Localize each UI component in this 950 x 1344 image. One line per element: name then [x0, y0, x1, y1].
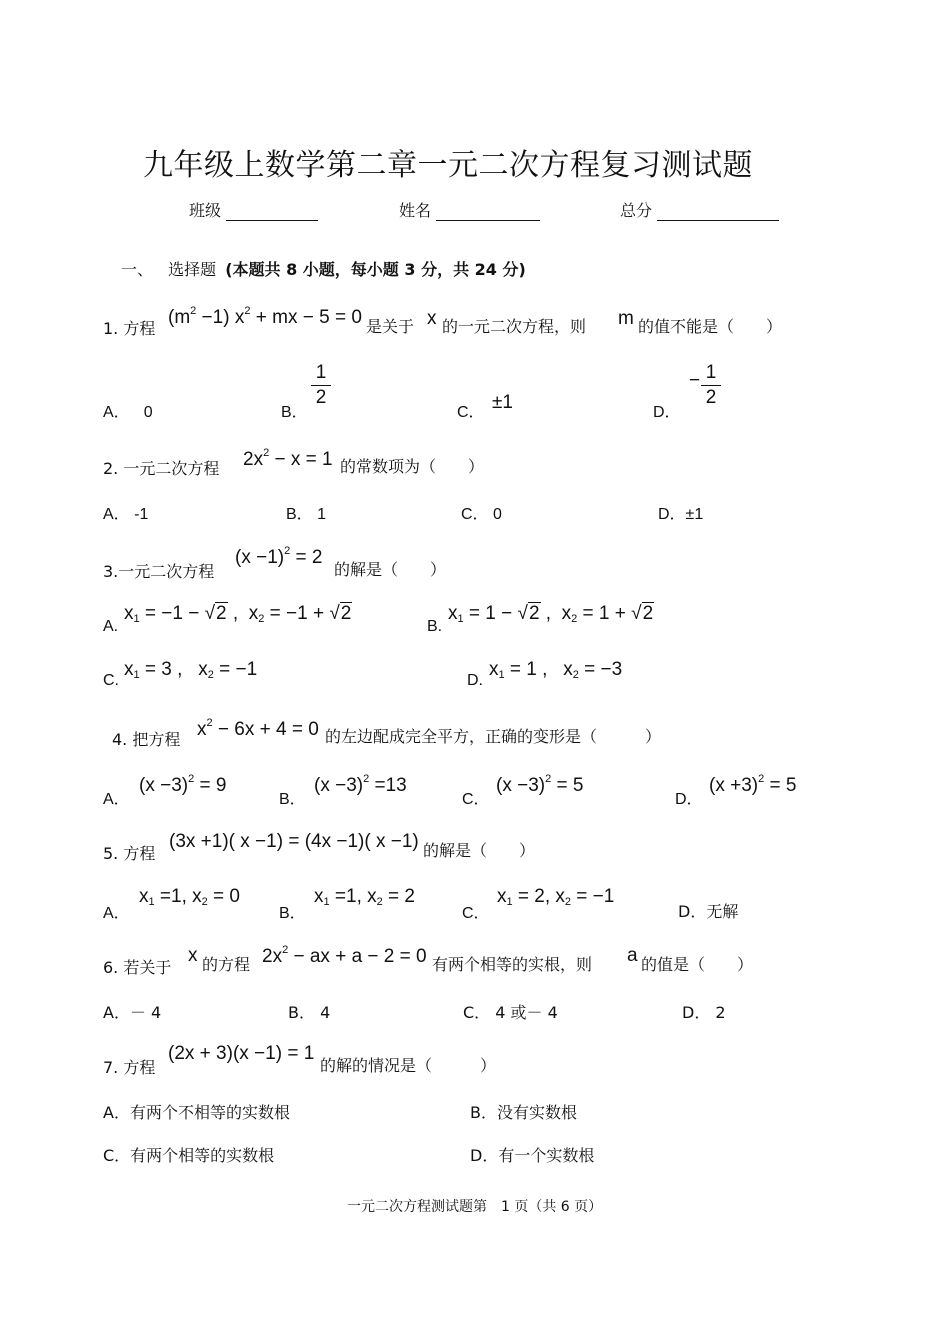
class-field — [189, 198, 318, 221]
q1-mid1: 是关于 — [366, 317, 415, 336]
page-title: 九年级上数学第二章一元二次方程复习测试题 — [143, 148, 753, 183]
q6-equation: $2x^2$ − ax + a − 2 = 0 — [262, 944, 427, 967]
q1-option-d-label: D． — [653, 404, 681, 421]
q6-var: x — [188, 945, 198, 966]
q3-option-d-label: D. — [467, 672, 483, 689]
q4-option-b: $(x -3)^2 =13$ — [314, 773, 407, 796]
q4-tail: 的左边配成完全平方，正确的变形是（ ） — [325, 727, 662, 746]
q5-option-d: D．无解 — [678, 902, 739, 921]
q1-b-numerator: 1 — [315, 362, 327, 383]
q6-number: 6. 若关于 — [103, 958, 172, 977]
q7-equation: (2x + 3)(x −1) = 1 — [168, 1043, 315, 1064]
q3-equation: $(x -1)^2 = 2$ — [235, 545, 323, 568]
section-info: (本题共 8 小题，每小题 3 分，共 24 分) — [225, 260, 526, 279]
class-label: 班级 — [189, 201, 222, 220]
q3-option-c: $x_1 = 3$ , $x_2 = -1$ — [124, 659, 258, 681]
q1-equation: $(m^2 -1) x^2$ + mx − 5 = 0 — [168, 305, 362, 328]
q3-option-b-label: B. — [427, 618, 443, 635]
q5-equation: (3x +1)( x −1) = (4x −1)( x −1) — [169, 831, 419, 852]
q4-option-d: $(x +3)^2 = 5$ — [709, 773, 797, 796]
q1-option-d-sign: − — [689, 370, 701, 391]
q6-option-a: A．－ 4 — [103, 1003, 162, 1022]
q5-tail: 的解是（ ） — [423, 841, 536, 860]
q5-number: 5. 方程 — [103, 844, 156, 863]
q7-option-d: D．有一个实数根 — [470, 1146, 595, 1165]
q1-option-c-label: C． — [457, 404, 485, 421]
class-blank[interactable] — [226, 202, 318, 221]
q5-option-b-label: B． — [279, 905, 306, 922]
q2-option-b: B． 1 — [286, 506, 327, 523]
q2-option-c: C． 0 — [461, 506, 502, 523]
q5-option-b: $x_1 =1$, $x_2 = 2$ — [314, 886, 415, 908]
q6-mid: 的方程 — [202, 955, 251, 974]
q3-number: 3.一元二次方程 — [103, 562, 215, 581]
section-label: 选择题 — [168, 260, 217, 279]
q3-option-c-label: C. — [103, 672, 119, 689]
q7-tail: 的解的情况是（ ） — [320, 1056, 497, 1075]
q1-var: x — [427, 308, 437, 329]
q1-var2: m — [618, 308, 634, 329]
q4-option-c: $(x -3)^2 = 5$ — [496, 773, 584, 796]
q7-option-b: B．没有实数根 — [470, 1103, 577, 1122]
score-blank[interactable] — [657, 202, 779, 221]
q5-option-a-label: A． — [103, 905, 130, 922]
q4-option-a-label: A． — [103, 791, 130, 808]
page-footer: 一元二次方程测试题第 1 页（共 6 页） — [347, 1199, 603, 1215]
q2-equation: $2x^2 - x = 1$ — [243, 447, 333, 470]
q3-tail: 的解是（ ） — [334, 560, 447, 579]
q1-number: 1. 方程 — [103, 319, 156, 338]
q4-number: 4. 把方程 — [112, 730, 181, 749]
q1-option-b-label: B． — [281, 404, 308, 421]
q1-a-label: A． — [103, 404, 130, 421]
q2-number: 2. 一元二次方程 — [103, 459, 220, 478]
q4-option-b-label: B． — [279, 791, 306, 808]
q5-option-c-label: C． — [462, 905, 490, 922]
name-label: 姓名 — [399, 201, 432, 220]
q3-option-a-label: A. — [103, 618, 119, 635]
q4-option-d-label: D． — [675, 791, 703, 808]
q1-option-c-value: ±1 — [492, 392, 513, 413]
q6-var2: a — [627, 945, 638, 966]
q4-option-a: $(x -3)^2 = 9$ — [139, 773, 227, 796]
q3-option-b: $x_1 = 1 - √2$ , $x_2 = 1 + √2$ — [448, 603, 654, 625]
q6-tail: 的值是（ ） — [641, 955, 754, 974]
q6-option-b: B． 4 — [288, 1003, 331, 1022]
name-field — [399, 198, 540, 221]
q2-tail: 的常数项为（ ） — [340, 457, 485, 476]
q1-d-denominator: 2 — [705, 387, 717, 408]
q5-option-c: $x_1 = 2$, $x_2 = -1$ — [497, 886, 615, 908]
q1-option-d-fraction — [701, 362, 721, 409]
q6-mid2: 有两个相等的实根，则 — [432, 955, 593, 974]
section-heading — [121, 257, 526, 280]
q3-option-d: $x_1 = 1$ , $x_2 = -3$ — [489, 659, 623, 681]
q6-option-d: D． 2 — [682, 1003, 726, 1022]
q7-option-a: A．有两个不相等的实数根 — [103, 1103, 290, 1122]
section-prefix: 一、 — [121, 260, 154, 279]
q1-tail: 的值不能是（ ） — [638, 317, 783, 336]
q3-option-a: $x_1 = -1 - √2$ , $x_2 = -1 + √2$ — [124, 603, 352, 625]
q6-option-c: C． 4 或－ 4 — [463, 1003, 558, 1022]
q2-option-d: D．±1 — [658, 506, 704, 523]
name-blank[interactable] — [436, 202, 540, 221]
q2-option-a: A． -1 — [103, 506, 149, 523]
score-label: 总分 — [620, 201, 653, 220]
q4-option-c-label: C． — [462, 791, 490, 808]
q1-a-value: 0 — [143, 404, 153, 421]
score-field — [620, 198, 779, 221]
q7-option-c: C．有两个相等的实数根 — [103, 1146, 275, 1165]
q1-mid2: 的一元二次方程，则 — [442, 317, 587, 336]
q5-option-a: $x_1 =1$, $x_2 = 0$ — [139, 886, 240, 908]
q7-number: 7. 方程 — [103, 1058, 156, 1077]
q1-option-b-fraction — [311, 362, 331, 409]
q1-b-denominator: 2 — [315, 387, 327, 408]
q4-equation: $x^2 - 6x + 4 = 0$ — [197, 717, 319, 740]
q1-option-a — [103, 399, 153, 422]
q1-d-numerator: 1 — [705, 362, 717, 383]
